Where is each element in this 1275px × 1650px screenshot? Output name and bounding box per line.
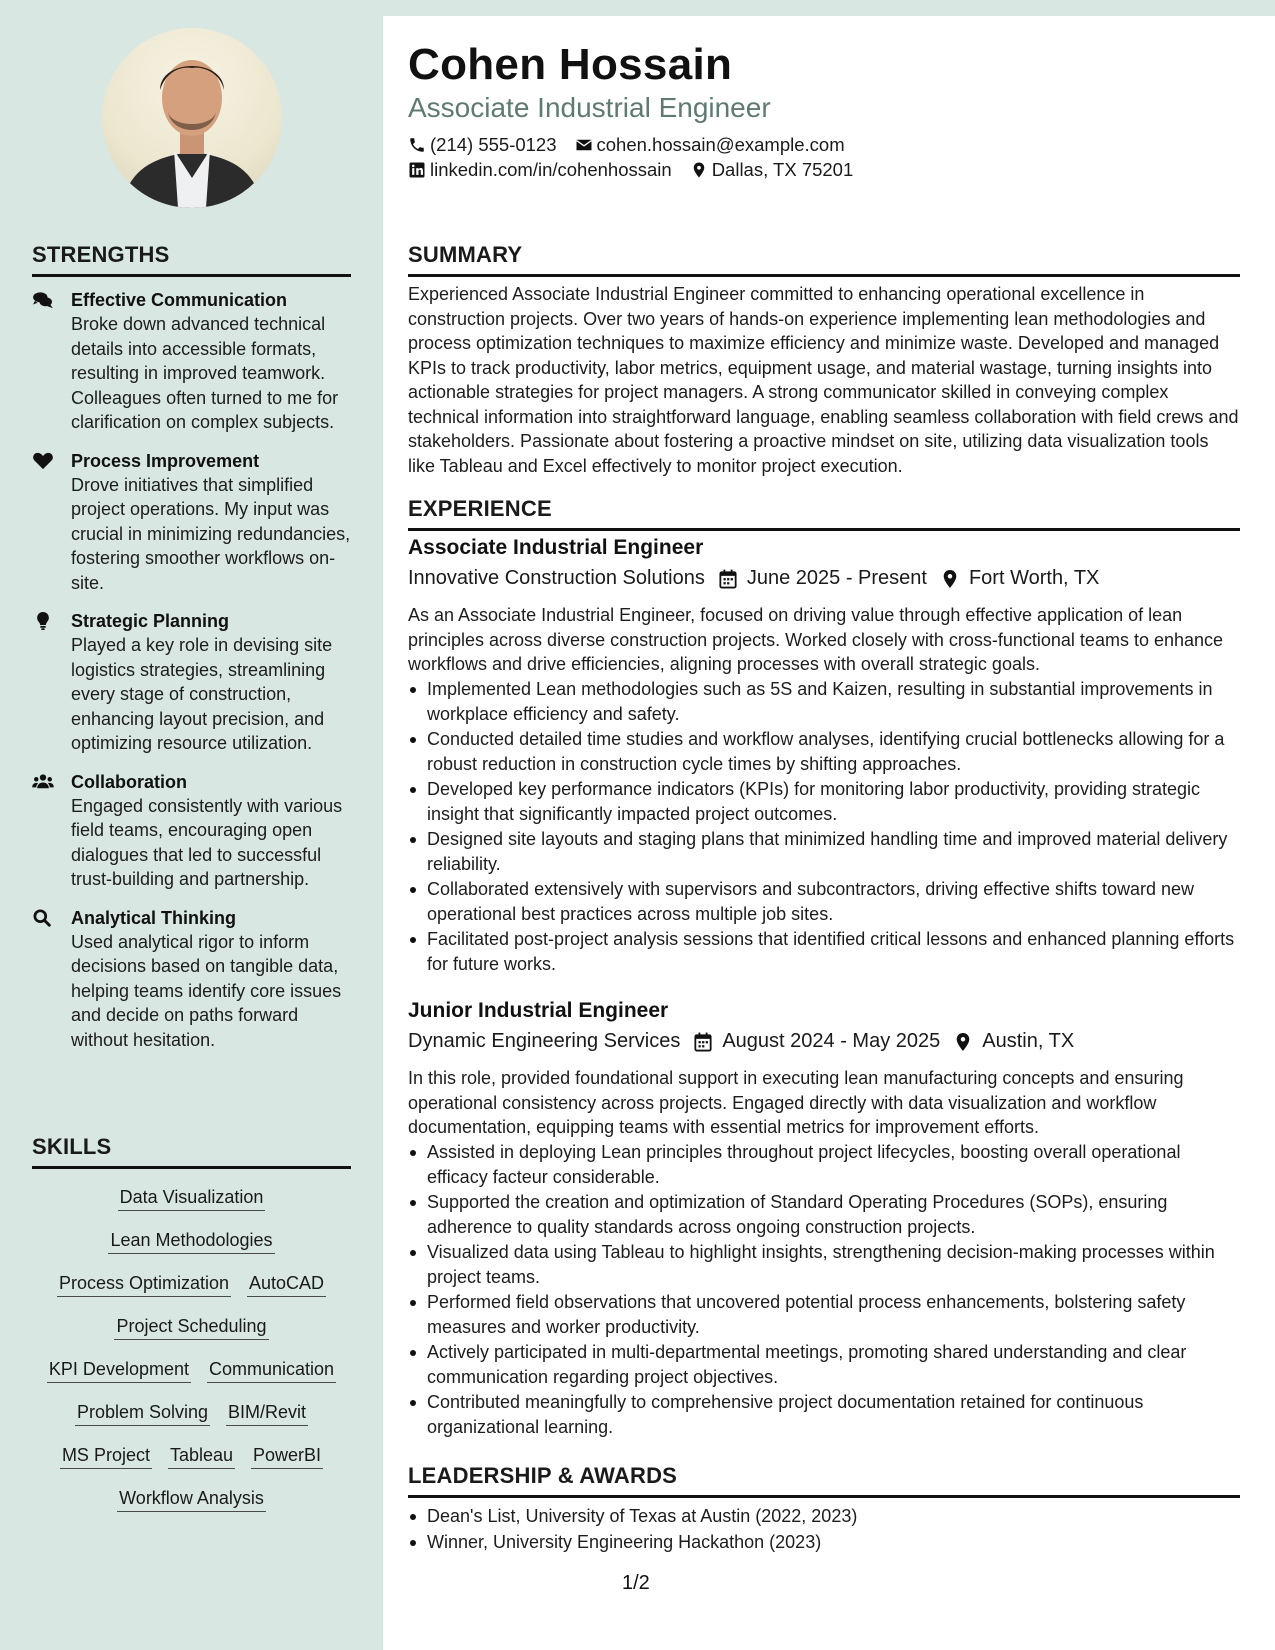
skills-heading: SKILLS <box>32 1134 351 1169</box>
location-text: Dallas, TX 75201 <box>711 159 854 180</box>
job-location <box>941 567 1099 590</box>
job-title: Associate Industrial Engineer <box>408 536 704 559</box>
skill-tag: MS Project <box>60 1443 152 1469</box>
skill-tag: AutoCAD <box>247 1271 326 1297</box>
candidate-name: Cohen Hossain <box>408 40 733 89</box>
skills-list <box>32 1178 351 1522</box>
job-dates <box>694 1030 940 1053</box>
skill-tag: PowerBI <box>251 1443 323 1469</box>
phone-text: (214) 555-0123 <box>430 134 557 155</box>
job-location-text: Austin, TX <box>982 1030 1075 1052</box>
list-item: Collaborated extensively with supervisors and subcontractors, driving effective shifts toward new operational best practices across multiple job sites. <box>408 877 1240 926</box>
job-dates-text: August 2024 - May 2025 <box>722 1030 941 1052</box>
heart-icon <box>32 452 54 470</box>
job-company: Innovative Construction Solutions <box>408 567 705 589</box>
skill-tag: Tableau <box>168 1443 235 1469</box>
skill-tag: Process Optimization <box>57 1271 231 1297</box>
map-marker-icon <box>941 569 959 589</box>
list-item: Visualized data using Tableau to highlight insights, strengthening decision-making processes within project teams. <box>408 1240 1240 1289</box>
job-bullets <box>408 677 1240 977</box>
list-item: Winner, University Engineering Hackathon (2023) <box>408 1530 1240 1555</box>
job-intro: As an Associate Industrial Engineer, focused on driving value through effective application of lean principles across diverse construction projects. Worked closely with cross-functional teams to enhance workflows and drive efficiencies, aligning processes with overall strategic goals. <box>408 605 1224 674</box>
list-item: Implemented Lean methodologies such as 5S and Kaizen, resulting in substantial improvements in workplace efficiency and safety. <box>408 677 1240 726</box>
job-intro: In this role, provided foundational support in executing lean manufacturing concepts and ensuring operational consistency across projects. Engaged directly with data visualization and workflow documentation, equipping teams with essential metrics for improvement efforts. <box>408 1068 1184 1137</box>
skill-tag: Problem Solving <box>75 1400 210 1426</box>
strength-title: Effective Communication <box>71 290 288 310</box>
candidate-title: Associate Industrial Engineer <box>408 92 771 123</box>
search-icon <box>32 909 54 927</box>
job-dates <box>719 567 927 590</box>
contact-row-1 <box>408 134 863 156</box>
linkedin-link[interactable]: linkedin.com/in/cohenhossain <box>430 159 672 180</box>
phone-contact <box>408 134 557 156</box>
list-item: Designed site layouts and staging plans that minimized handling time and improved material delivery reliability. <box>408 827 1240 876</box>
job-location <box>954 1030 1074 1053</box>
strength-item <box>32 449 357 596</box>
strength-description: Played a key role in devising site logistics strategies, streamlining every stage of construction, enhancing layout precision, and optimizing resource utilization. <box>71 635 333 753</box>
users-icon <box>32 773 54 791</box>
strengths-heading: STRENGTHS <box>32 242 351 277</box>
list-item: Assisted in deploying Lean principles throughout project lifecycles, boosting overall operational efficacy facteur considerable. <box>408 1140 1240 1189</box>
experience-heading: EXPERIENCE <box>408 496 1240 531</box>
job-title: Junior Industrial Engineer <box>408 999 669 1022</box>
job-meta <box>408 1030 1088 1053</box>
skill-tag: Communication <box>207 1357 336 1383</box>
location-contact <box>690 159 854 181</box>
strength-description: Drove initiatives that simplified project operations. My input was crucial in minimizing redundancies, fostering smoother workflows on-site. <box>71 474 351 593</box>
calendar-icon <box>719 569 737 589</box>
profile-photo <box>102 28 282 208</box>
contact-row-2 <box>408 159 871 181</box>
email-link[interactable]: cohen.hossain@example.com <box>596 134 845 155</box>
skill-tag: Data Visualization <box>118 1185 266 1211</box>
list-item: Facilitated post-project analysis sessions that identified critical lessons and enhanced planning efforts for future works. <box>408 927 1240 976</box>
map-marker-icon <box>690 161 708 179</box>
skill-tag: Workflow Analysis <box>117 1486 266 1512</box>
job-bullets <box>408 1140 1240 1440</box>
skill-tag: Project Scheduling <box>114 1314 268 1340</box>
strength-title: Strategic Planning <box>71 611 230 631</box>
awards-heading: LEADERSHIP & AWARDS <box>408 1463 1240 1498</box>
list-item: Contributed meaningfully to comprehensive project documentation retained for continuous organizational learning. <box>408 1390 1240 1439</box>
phone-icon <box>408 136 426 154</box>
job-location-text: Fort Worth, TX <box>968 567 1100 589</box>
list-item: Supported the creation and optimization of Standard Operating Procedures (SOPs), ensuring adherence to quality standards across ongoing construction projects. <box>408 1190 1240 1239</box>
comments-icon <box>32 291 54 309</box>
envelope-icon <box>575 136 593 154</box>
strength-title: Process Improvement <box>71 450 260 471</box>
skill-tag: BIM/Revit <box>226 1400 308 1426</box>
calendar-icon <box>694 1032 712 1052</box>
job-company: Dynamic Engineering Services <box>408 1030 681 1052</box>
awards-list <box>408 1504 1240 1555</box>
list-item: Developed key performance indicators (KPIs) for monitoring labor productivity, providing strategic insight that significantly impacted project outcomes. <box>408 777 1240 826</box>
linkedin-icon <box>408 161 426 179</box>
strength-item <box>32 770 357 892</box>
strength-item <box>32 609 357 756</box>
strength-title: Collaboration <box>71 771 187 792</box>
email-contact[interactable] <box>575 134 845 156</box>
linkedin-contact[interactable] <box>408 159 672 181</box>
skill-tag: KPI Development <box>47 1357 191 1383</box>
lightbulb-icon <box>32 612 54 630</box>
top-strip <box>0 0 1275 16</box>
map-marker-icon <box>954 1032 972 1052</box>
strength-description: Broke down advanced technical details into accessible formats, resulting in improved teamwork. Colleagues often turned to me for clarification on complex subjects. <box>71 314 339 432</box>
strength-title: Analytical Thinking <box>71 907 237 928</box>
list-item: Conducted detailed time studies and workflow analyses, identifying crucial bottlenecks allowing for a robust reduction in construction cycle times by shifting approaches. <box>408 727 1240 776</box>
job-dates-text: June 2025 - Present <box>746 567 927 589</box>
page-number: 1/2 <box>622 1572 650 1594</box>
strengths-list <box>32 288 357 1066</box>
summary-text: Experienced Associate Industrial Engineer committed to enhancing operational excellence in construction projects. Over two years of hands-on experience implementing lean methodologies and process optimization techniques to maximize efficiency and minimize waste. Developed and managed KPIs to track productivity, labor metrics, equipment usage, and material wastage, turning insights into actionable strategies for project managers. A strong communicator skilled in conveying complex technical information into straightforward language, enabling seamless collaboration with field crews and stakeholders. Passionate about fostering a proactive mindset on site, utilizing data visualization tools like Tableau and Excel effectively to monitor project execution. <box>408 284 1239 476</box>
strength-item <box>32 288 357 435</box>
list-item: Dean's List, University of Texas at Austin (2022, 2023) <box>408 1504 1240 1529</box>
skill-tag: Lean Methodologies <box>108 1228 274 1254</box>
job-meta <box>408 567 1113 590</box>
summary-heading: SUMMARY <box>408 242 1240 277</box>
list-item: Performed field observations that uncovered potential process enhancements, bolstering safety measures and worker productivity. <box>408 1290 1240 1339</box>
strength-item <box>32 906 357 1053</box>
strength-description: Engaged consistently with various field teams, encouraging open dialogues that led to successful trust-building and partnership. <box>71 795 343 889</box>
list-item: Actively participated in multi-departmental meetings, promoting shared understanding and clear communication regarding project objectives. <box>408 1340 1240 1389</box>
strength-description: Used analytical rigor to inform decisions based on tangible data, helping teams identify core issues and decide on paths forward without hesitation. <box>71 931 342 1050</box>
